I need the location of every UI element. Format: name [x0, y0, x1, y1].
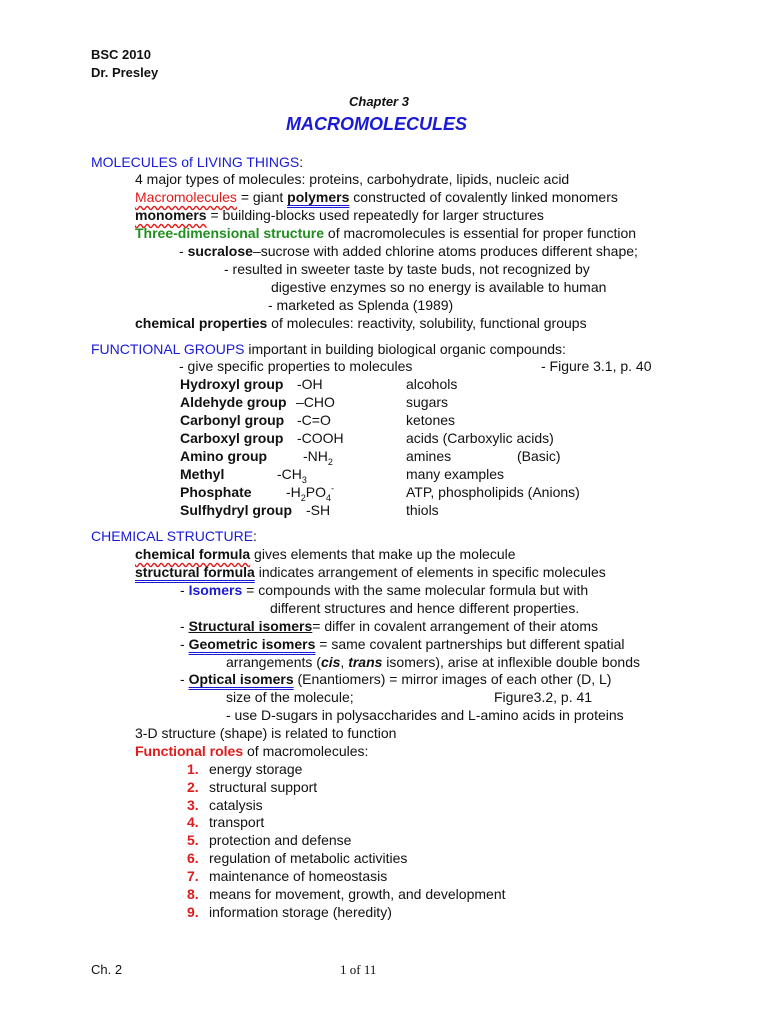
line-3d-shape-function: 3-D structure (shape) is related to function — [135, 725, 397, 741]
line-optical-isomers: - Optical isomers (Enantiomers) = mirror images of each other (D, L) — [180, 671, 612, 687]
line-sucralose: - sucralose–sucrose with added chlorine atoms produces different shape; — [179, 243, 638, 259]
section-heading-functional-groups: FUNCTIONAL GROUPS important in building biological organic compounds: — [91, 341, 566, 357]
group-use: acids (Carboxylic acids) — [406, 430, 554, 446]
line-splenda: - marketed as Splenda (1989) — [268, 297, 454, 313]
list-item: 5. protection and defense — [187, 832, 352, 848]
group-formula: –CHO — [296, 394, 335, 410]
footer-chapter: Ch. 2 — [91, 962, 123, 977]
line-size-molecule: size of the molecule; — [226, 689, 354, 705]
line-monomers: monomers = building-blocks used repeatedly for larger structures — [135, 207, 544, 223]
line-macromolecules: Macromolecules = giant polymers constructed of covalently linked monomers — [135, 189, 618, 205]
list-item: 6. regulation of metabolic activities — [187, 850, 408, 866]
group-formula: -C=O — [297, 412, 331, 428]
group-formula: $-CH_3$ — [277, 466, 307, 485]
group-note: (Basic) — [517, 448, 561, 464]
list-item: 7. maintenance of homeostasis — [187, 868, 388, 884]
group-use: sugars — [406, 394, 449, 410]
figure-reference-3-2: Figure3.2, p. 41 — [494, 689, 593, 705]
group-use: ATP, phospholipids (Anions) — [406, 484, 580, 500]
group-formula: $-H_2PO_4^-$ — [286, 483, 335, 503]
group-name: Hydroxyl group — [180, 376, 284, 392]
figure-reference-3-1: - Figure 3.1, p. 40 — [541, 358, 652, 374]
group-formula: -SH — [306, 502, 331, 518]
chapter-label: Chapter 3 — [349, 94, 409, 109]
line-different-structures: different structures and hence different properties. — [270, 600, 580, 616]
group-name: Amino group — [180, 448, 268, 464]
section-heading-molecules: MOLECULES of LIVING THINGS: — [91, 154, 304, 170]
group-formula: -COOH — [297, 430, 344, 446]
line-major-types: 4 major types of molecules: proteins, carbohydrate, lipids, nucleic acid — [135, 171, 570, 187]
group-use: alcohols — [406, 376, 458, 392]
page-number: 1 of 11 — [340, 962, 377, 977]
course-code: BSC 2010 — [91, 47, 151, 62]
list-item: 3. catalysis — [187, 797, 263, 813]
list-item: 4. transport — [187, 814, 265, 830]
line-functional-roles: Functional roles of macromolecules: — [135, 743, 369, 759]
group-use: ketones — [406, 412, 456, 428]
line-specific-properties: - give specific properties to molecules — [179, 358, 413, 374]
line-chemical-formula: chemical formula gives elements that make up the molecule — [135, 546, 516, 562]
group-use: amines — [406, 448, 452, 464]
group-formula: -OH — [297, 376, 323, 392]
line-chemical-properties: chemical properties of molecules: reactivity, solubility, functional groups — [135, 315, 587, 331]
group-name: Phosphate — [180, 484, 252, 500]
section-heading-chemical-structure: CHEMICAL STRUCTURE: — [91, 528, 257, 544]
line-isomers: - Isomers = compounds with the same molecular formula but with — [180, 582, 589, 598]
group-name: Aldehyde group — [180, 394, 287, 410]
group-use: thiols — [406, 502, 439, 518]
line-d-sugars: - use D-sugars in polysaccharides and L-amino acids in proteins — [226, 707, 624, 723]
group-formula: $-NH_2$ — [303, 448, 333, 467]
list-item: 2. structural support — [187, 779, 318, 795]
instructor-name: Dr. Presley — [91, 65, 159, 80]
line-geometric-isomers: - Geometric isomers = same covalent partnerships but different spatial — [180, 636, 625, 652]
line-structural-formula: structural formula indicates arrangement of elements in specific molecules — [135, 564, 606, 580]
list-item: 1. energy storage — [187, 761, 303, 777]
group-name: Carbonyl group — [180, 412, 285, 428]
group-use: many examples — [406, 466, 505, 482]
line-digestive-enzymes: digestive enzymes so no energy is available to human — [271, 279, 607, 295]
group-name: Sulfhydryl group — [180, 502, 292, 518]
line-cis-trans: arrangements (cis, trans isomers), arise at inflexible double bonds — [226, 654, 640, 670]
line-sweeter-taste: - resulted in sweeter taste by taste buds, not recognized by — [224, 261, 590, 277]
line-structural-isomers: - Structural isomers= differ in covalent arrangement of their atoms — [180, 618, 599, 634]
list-item: 9. information storage (heredity) — [187, 904, 392, 920]
list-item: 8. means for movement, growth, and development — [187, 886, 506, 902]
group-name: Carboxyl group — [180, 430, 284, 446]
group-name: Methyl — [180, 466, 225, 482]
line-3d-structure: Three-dimensional structure of macromolecules is essential for proper function — [135, 225, 637, 241]
page-title: MACROMOLECULES — [286, 114, 467, 134]
